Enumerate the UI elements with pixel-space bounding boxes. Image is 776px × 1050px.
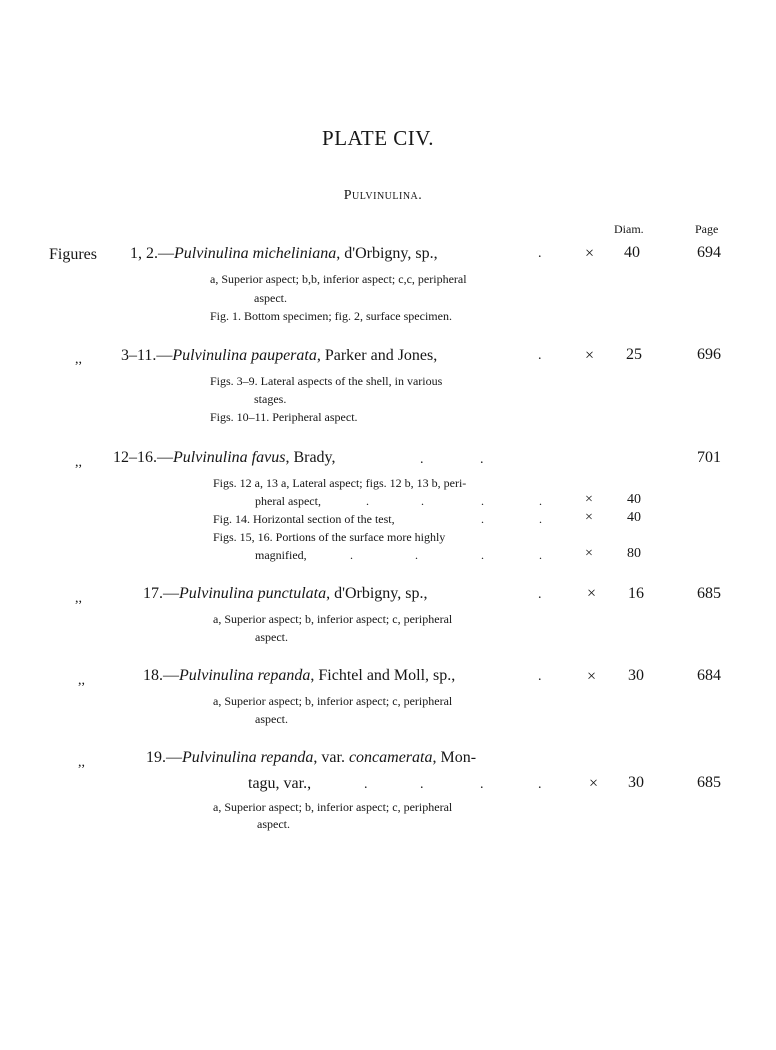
species-name: Pulvinulina punctulata [179, 585, 327, 602]
section-heading: Pulvinulina. [343, 188, 423, 203]
entry-description: Figs. 3–9. Lateral aspects of the shell, in various [210, 374, 443, 388]
diameter-value: 25 [626, 346, 642, 363]
ditto-mark: ,, [78, 673, 85, 688]
figure-number: 17.— [143, 585, 179, 602]
species-author: , Parker and Jones, [316, 347, 438, 364]
times-symbol: × [585, 347, 595, 364]
leader-dot: . [480, 777, 484, 792]
entry-description: aspect. [257, 817, 290, 831]
ditto-mark: ,, [78, 755, 85, 770]
entry-heading-continuation: tagu, var., [248, 775, 312, 792]
leader-dot: . [364, 777, 368, 792]
leader-dot: . [481, 512, 484, 526]
entry-description: a, Superior aspect; b,b, inferior aspect; c,c, peripheral [210, 272, 467, 286]
page-number: 696 [697, 346, 721, 363]
diameter-value: 40 [627, 492, 641, 507]
entry-description: Fig. 14. Horizontal section of the test, [213, 512, 395, 526]
leader-dot: . [539, 512, 542, 526]
diameter-value: 30 [628, 774, 644, 791]
leader-dot: . [415, 548, 418, 562]
leader-dot: . [350, 548, 353, 562]
entry-description: a, Superior aspect; b, inferior aspect; c, peripheral [213, 694, 453, 708]
figure-number: 18.— [143, 667, 179, 684]
leader-dot: . [538, 246, 542, 261]
figures-label: Figures [49, 246, 97, 263]
entry-description: stages. [254, 392, 287, 406]
entry-heading [146, 749, 476, 767]
entry-description: aspect. [254, 291, 287, 305]
page-number: 685 [697, 585, 721, 602]
page-number: 694 [697, 244, 721, 261]
times-symbol: × [585, 492, 593, 507]
diameter-value: 16 [628, 585, 644, 602]
species-author: , Mon- [432, 749, 477, 766]
leader-dot: . [481, 548, 484, 562]
entry-heading [143, 667, 455, 685]
variety-name: concamerata [348, 749, 433, 766]
leader-dot: . [539, 548, 542, 562]
leader-dot: . [420, 777, 424, 792]
figure-number: 3–11.— [121, 347, 173, 364]
leader-dot: . [420, 452, 424, 467]
ditto-mark: ,, [75, 352, 82, 367]
figure-number: 19.— [146, 749, 182, 766]
leader-dot: . [480, 452, 484, 467]
ditto-mark: ,, [75, 455, 82, 470]
diameter-value: 30 [628, 667, 644, 684]
times-symbol: × [585, 546, 593, 561]
leader-dot: . [481, 494, 484, 508]
plate-title: PLATE CIV. [322, 126, 434, 150]
species-author: , Brady, [285, 449, 336, 466]
entry-description: Figs. 12 a, 13 a, Lateral aspect; figs. 12 b, 13 b, peri- [213, 476, 467, 490]
diam-column-header: Diam. [614, 222, 644, 236]
entry-description: pheral aspect, [255, 494, 321, 508]
leader-dot: . [539, 494, 542, 508]
leader-dot: . [538, 348, 542, 363]
entry-description: a, Superior aspect; b, inferior aspect; c, peripheral [213, 612, 453, 626]
ditto-mark: ,, [75, 591, 82, 606]
times-symbol: × [589, 775, 599, 792]
leader-dot: . [538, 587, 542, 602]
species-author: , d'Orbigny, sp., [336, 245, 438, 262]
species-author: , Fichtel and Moll, sp., [310, 667, 456, 684]
entry-description: a, Superior aspect; b, inferior aspect; c, peripheral [213, 800, 453, 814]
species-name: Pulvinulina repanda [182, 749, 314, 766]
times-symbol: × [587, 668, 597, 685]
entry-description: aspect. [255, 630, 288, 644]
species-name: Pulvinulina pauperata [172, 347, 317, 364]
diameter-value: 40 [627, 510, 641, 525]
entry-heading [113, 449, 336, 467]
species-author: , d'Orbigny, sp., [326, 585, 428, 602]
species-name: Pulvinulina micheliniana [174, 245, 337, 262]
entry-description: Figs. 10–11. Peripheral aspect. [210, 410, 358, 424]
leader-dot: . [366, 494, 369, 508]
species-name: Pulvinulina favus [173, 449, 286, 466]
entry-description: Figs. 15, 16. Portions of the surface more highly [213, 530, 446, 544]
diameter-value: 40 [624, 244, 640, 261]
page-number: 701 [697, 449, 721, 466]
entry-heading [130, 245, 438, 263]
times-symbol: × [587, 585, 597, 602]
entry-description: aspect. [255, 712, 288, 726]
entry-description: magnified, [255, 548, 307, 562]
entry-heading [121, 347, 437, 365]
leader-dot: . [538, 669, 542, 684]
entry-description: Fig. 1. Bottom specimen; fig. 2, surface specimen. [210, 309, 452, 323]
times-symbol: × [585, 510, 593, 525]
page-number: 684 [697, 667, 721, 684]
text-fragment: , var. [313, 749, 349, 766]
diameter-value: 80 [627, 546, 641, 561]
species-name: Pulvinulina repanda [179, 667, 311, 684]
figure-number: 12–16.— [113, 449, 173, 466]
page-column-header: Page [695, 222, 719, 236]
times-symbol: × [585, 245, 595, 262]
figure-number: 1, 2.— [130, 245, 174, 262]
leader-dot: . [538, 777, 542, 792]
entry-heading [143, 585, 428, 603]
page-number: 685 [697, 774, 721, 791]
leader-dot: . [421, 494, 424, 508]
